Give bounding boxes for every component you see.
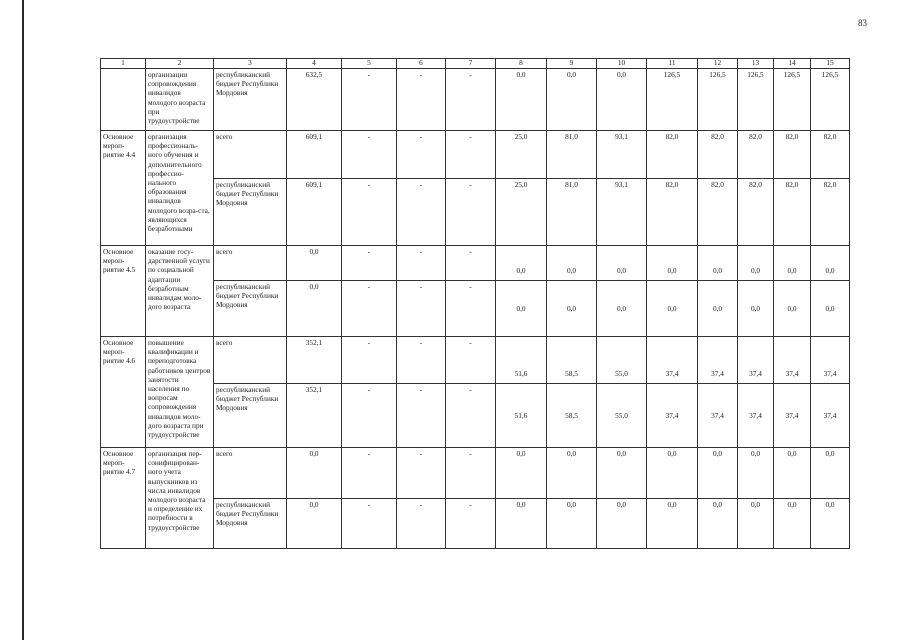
- value-cell: 0,0: [774, 448, 811, 499]
- table-row: [101, 448, 850, 499]
- event-cell: Основное мероп-риятие 4.4: [101, 131, 146, 246]
- column-header: 14: [774, 59, 811, 69]
- column-header: 8: [496, 59, 547, 69]
- page-left-border: [22, 0, 24, 640]
- value-cell: 0,0: [774, 246, 811, 281]
- source-cell: всего: [214, 131, 287, 179]
- source-cell: всего: [214, 337, 287, 384]
- value-cell: -: [342, 131, 397, 179]
- event-cell: Основное мероп-риятие 4.6: [101, 337, 146, 448]
- table-row: [101, 499, 850, 549]
- value-cell: 0,0: [496, 246, 547, 281]
- value-cell: 0,0: [774, 281, 811, 337]
- value-cell: 0,0: [738, 499, 774, 549]
- value-cell: 126,5: [698, 69, 738, 131]
- value-cell: -: [446, 69, 496, 131]
- source-cell: республиканский бюджет Республики Мордовия: [214, 179, 287, 246]
- value-cell: 0,0: [287, 499, 342, 549]
- value-cell: 37,4: [738, 384, 774, 448]
- value-cell: -: [397, 131, 446, 179]
- value-cell: 0,0: [287, 281, 342, 337]
- value-cell: 352,1: [287, 384, 342, 448]
- value-cell: 37,4: [774, 337, 811, 384]
- value-cell: -: [446, 131, 496, 179]
- event-cell: Основное мероп-риятие 4.7: [101, 448, 146, 549]
- value-cell: 0,0: [811, 246, 850, 281]
- value-cell: 0,0: [496, 499, 547, 549]
- value-cell: 352,1: [287, 337, 342, 384]
- value-cell: 82,0: [698, 131, 738, 179]
- description-cell: организация пер-сонифицирован-ного учета выпускников из числа инвалидов молодого возраста и определение их потребности в трудоустройстве: [146, 448, 214, 549]
- value-cell: 51,6: [496, 384, 547, 448]
- value-cell: 126,5: [811, 69, 850, 131]
- value-cell: 82,0: [738, 131, 774, 179]
- value-cell: 25,0: [496, 179, 547, 246]
- value-cell: 55,0: [597, 384, 647, 448]
- value-cell: -: [342, 499, 397, 549]
- value-cell: 0,0: [811, 281, 850, 337]
- budget-table: [100, 58, 850, 549]
- value-cell: -: [342, 448, 397, 499]
- value-cell: 0,0: [496, 281, 547, 337]
- value-cell: -: [397, 384, 446, 448]
- table-row: [101, 69, 850, 131]
- value-cell: -: [397, 246, 446, 281]
- value-cell: 0,0: [698, 448, 738, 499]
- value-cell: 37,4: [774, 384, 811, 448]
- value-cell: 82,0: [774, 179, 811, 246]
- value-cell: 0,0: [647, 499, 698, 549]
- value-cell: 0,0: [547, 69, 597, 131]
- value-cell: 93,1: [597, 179, 647, 246]
- value-cell: 0,0: [547, 448, 597, 499]
- value-cell: 93,1: [597, 131, 647, 179]
- column-header: 7: [446, 59, 496, 69]
- column-header: 3: [214, 59, 287, 69]
- value-cell: -: [446, 281, 496, 337]
- value-cell: -: [397, 281, 446, 337]
- value-cell: 0,0: [547, 499, 597, 549]
- source-cell: всего: [214, 448, 287, 499]
- value-cell: 82,0: [738, 179, 774, 246]
- value-cell: 0,0: [496, 448, 547, 499]
- description-cell: оказание госу-дарственной услуги по социальной адаптации безработным инвалидам моло-дого возраста: [146, 246, 214, 337]
- table-row: [101, 131, 850, 179]
- value-cell: 0,0: [698, 499, 738, 549]
- column-header: 2: [146, 59, 214, 69]
- source-cell: республиканский бюджет Республики Мордовия: [214, 499, 287, 549]
- value-cell: -: [342, 69, 397, 131]
- value-cell: 37,4: [647, 337, 698, 384]
- value-cell: 632,5: [287, 69, 342, 131]
- value-cell: 81,0: [547, 131, 597, 179]
- event-cell: Основное мероп-риятие 4.5: [101, 246, 146, 337]
- value-cell: -: [342, 337, 397, 384]
- value-cell: -: [397, 448, 446, 499]
- value-cell: 0,0: [597, 246, 647, 281]
- column-header: 15: [811, 59, 850, 69]
- column-header: 11: [647, 59, 698, 69]
- value-cell: 0,0: [597, 281, 647, 337]
- value-cell: -: [446, 448, 496, 499]
- table-row: [101, 384, 850, 448]
- value-cell: 609,1: [287, 131, 342, 179]
- event-cell: [101, 69, 146, 131]
- value-cell: 37,4: [811, 337, 850, 384]
- source-cell: республиканский бюджет Республики Мордовия: [214, 281, 287, 337]
- value-cell: 0,0: [738, 448, 774, 499]
- value-cell: 82,0: [774, 131, 811, 179]
- description-cell: организация профессиональ-ного обучения и дополнительного профессио-нального образования инвалидов молодого возра-ста, являющихся безработными: [146, 131, 214, 246]
- value-cell: 0,0: [597, 499, 647, 549]
- value-cell: 0,0: [698, 246, 738, 281]
- value-cell: 37,4: [647, 384, 698, 448]
- value-cell: 82,0: [811, 131, 850, 179]
- value-cell: -: [446, 337, 496, 384]
- table-row: [101, 281, 850, 337]
- value-cell: 126,5: [647, 69, 698, 131]
- column-header: 10: [597, 59, 647, 69]
- value-cell: 37,4: [698, 337, 738, 384]
- value-cell: -: [397, 69, 446, 131]
- description-cell: повышение квалификации и переподготовка работников центров занятости населения по вопросам сопровождения инвалидов моло-дого возраста при трудоустройстве: [146, 337, 214, 448]
- column-header: 12: [698, 59, 738, 69]
- value-cell: -: [397, 179, 446, 246]
- value-cell: 0,0: [647, 448, 698, 499]
- value-cell: 126,5: [774, 69, 811, 131]
- column-header: 13: [738, 59, 774, 69]
- value-cell: 51,6: [496, 337, 547, 384]
- value-cell: 0,0: [811, 448, 850, 499]
- value-cell: 58,5: [547, 384, 597, 448]
- column-header: 1: [101, 59, 146, 69]
- table-row: [101, 337, 850, 384]
- value-cell: 0,0: [811, 499, 850, 549]
- column-header: 4: [287, 59, 342, 69]
- value-cell: 609,1: [287, 179, 342, 246]
- value-cell: 37,4: [698, 384, 738, 448]
- value-cell: 0,0: [547, 246, 597, 281]
- value-cell: -: [446, 384, 496, 448]
- value-cell: 0,0: [647, 281, 698, 337]
- value-cell: 0,0: [647, 246, 698, 281]
- value-cell: 37,4: [738, 337, 774, 384]
- value-cell: 0,0: [597, 69, 647, 131]
- value-cell: 37,4: [811, 384, 850, 448]
- value-cell: 82,0: [647, 179, 698, 246]
- value-cell: 0,0: [738, 246, 774, 281]
- value-cell: 82,0: [811, 179, 850, 246]
- column-header: 5: [342, 59, 397, 69]
- value-cell: -: [446, 246, 496, 281]
- value-cell: 0,0: [496, 69, 547, 131]
- table-header-row: [101, 59, 850, 69]
- table-row: [101, 246, 850, 281]
- value-cell: 0,0: [774, 499, 811, 549]
- value-cell: -: [342, 246, 397, 281]
- value-cell: -: [342, 281, 397, 337]
- value-cell: -: [397, 499, 446, 549]
- source-cell: всего: [214, 246, 287, 281]
- value-cell: 0,0: [698, 281, 738, 337]
- value-cell: 25,0: [496, 131, 547, 179]
- source-cell: республиканский бюджет Республики Мордовия: [214, 69, 287, 131]
- source-cell: республиканский бюджет Республики Мордовия: [214, 384, 287, 448]
- value-cell: -: [397, 337, 446, 384]
- value-cell: -: [342, 179, 397, 246]
- value-cell: 0,0: [738, 281, 774, 337]
- value-cell: 55,0: [597, 337, 647, 384]
- value-cell: 82,0: [698, 179, 738, 246]
- value-cell: -: [342, 384, 397, 448]
- page-number: 83: [858, 18, 867, 28]
- value-cell: 82,0: [647, 131, 698, 179]
- value-cell: 58,5: [547, 337, 597, 384]
- value-cell: -: [446, 499, 496, 549]
- column-header: 6: [397, 59, 446, 69]
- value-cell: 0,0: [287, 246, 342, 281]
- value-cell: 81,0: [547, 179, 597, 246]
- value-cell: 0,0: [547, 281, 597, 337]
- value-cell: 126,5: [738, 69, 774, 131]
- value-cell: 0,0: [597, 448, 647, 499]
- description-cell: организации сопровождения инвалидов молодого возраста при трудоустройстве: [146, 69, 214, 131]
- column-header: 9: [547, 59, 597, 69]
- value-cell: 0,0: [287, 448, 342, 499]
- table-row: [101, 179, 850, 246]
- value-cell: -: [446, 179, 496, 246]
